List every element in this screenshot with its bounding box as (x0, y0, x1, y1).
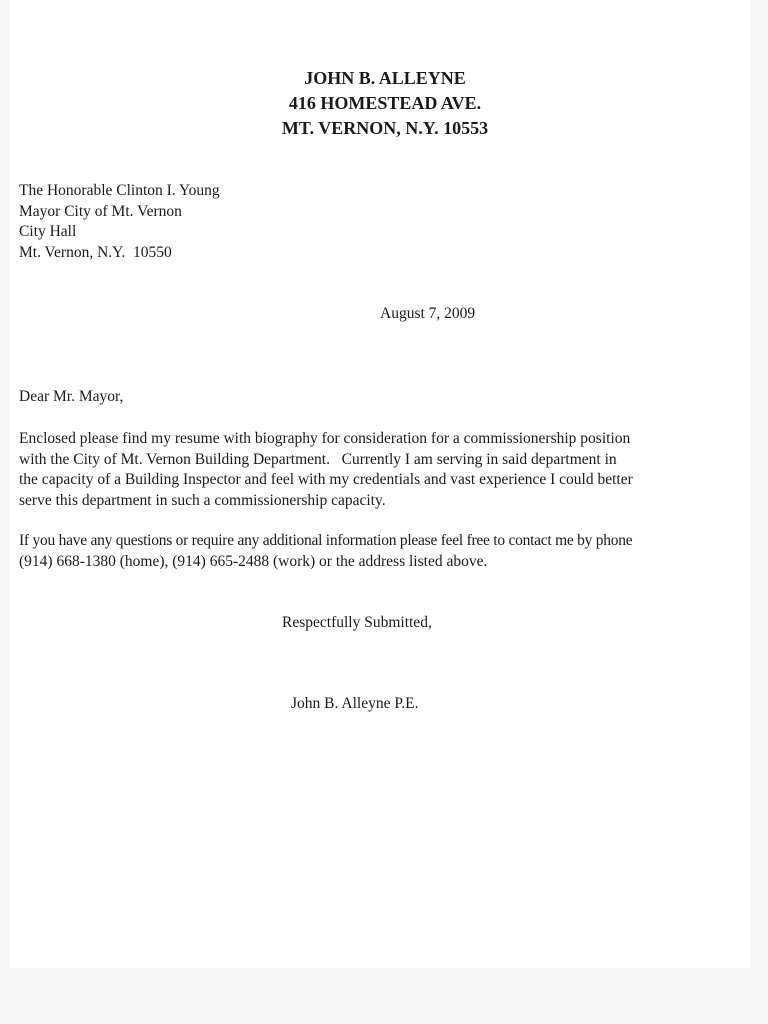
recipient-line-2: Mayor City of Mt. Vernon (19, 202, 182, 220)
letter-page (10, 0, 750, 968)
closing: Respectfully Submitted, (282, 614, 432, 631)
paragraph-line: serve this department in such a commissionership capacity. (19, 491, 386, 509)
recipient-line-4: Mt. Vernon, N.Y. 10550 (19, 243, 172, 261)
body-paragraph-1 (19, 429, 739, 511)
recipient-line-1: The Honorable Clinton I. Young (19, 182, 220, 199)
letterhead (10, 66, 750, 141)
paragraph-line: If you have any questions or require any additional information please feel free to contact me by phone (19, 532, 633, 549)
paragraph-line: (914) 668-1380 (home), (914) 665-2488 (work) or the address listed above. (19, 552, 488, 570)
signature: John B. Alleyne P.E. (291, 695, 419, 712)
sender-city: MT. VERNON, N.Y. 10553 (281, 118, 489, 138)
paragraph-line: with the City of Mt. Vernon Building Department. Currently I am serving in said department in (19, 450, 617, 468)
recipient-address (19, 181, 220, 263)
recipient-line-3: City Hall (19, 223, 77, 240)
salutation: Dear Mr. Mayor, (19, 388, 124, 405)
letter-date: August 7, 2009 (380, 305, 476, 322)
sender-street: 416 HOMESTEAD AVE. (288, 93, 482, 113)
paragraph-line: Enclosed please find my resume with biography for consideration for a commissionership position (19, 430, 631, 447)
body-paragraph-2 (19, 531, 739, 572)
paragraph-line: the capacity of a Building Inspector and feel with my credentials and vast experience I could better (19, 471, 633, 488)
sender-name: JOHN B. ALLEYNE (304, 68, 466, 88)
